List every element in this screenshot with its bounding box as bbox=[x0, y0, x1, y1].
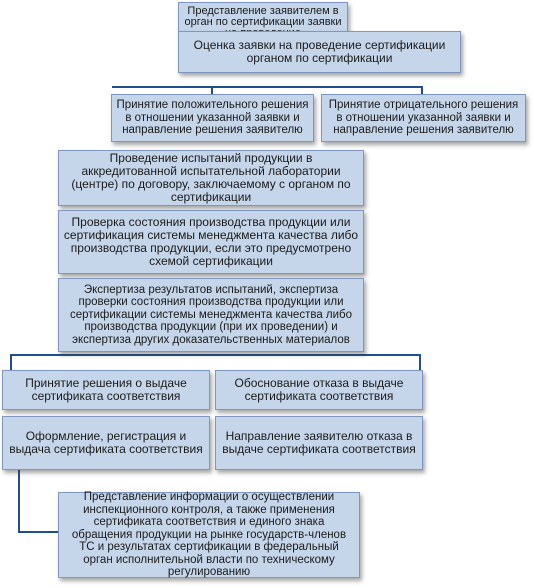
step-negative-decision-text: Принятие отрицательного решения в отношении указанной заявки и направление решения заявителю bbox=[328, 99, 519, 137]
step-production-check bbox=[58, 210, 364, 274]
step-evaluation-text: Оценка заявки на проведение сертификации органом по сертификации bbox=[193, 38, 446, 65]
step-submission bbox=[178, 2, 348, 32]
step-refusal-justification bbox=[215, 370, 423, 410]
step-refusal-notice bbox=[215, 416, 423, 470]
connector bbox=[211, 86, 213, 94]
step-issue-decision bbox=[2, 370, 210, 410]
connector bbox=[112, 86, 422, 88]
step-expertise-text: Экспертиза результатов испытаний, экспертиза проверки состояния производства продукции или сертификации системы менеджмента качества либо производства продукции (при их проведении) и экспертиза других доказательственных материалов bbox=[69, 283, 353, 346]
connector bbox=[10, 354, 420, 356]
connector bbox=[18, 531, 58, 533]
step-positive-decision bbox=[111, 94, 314, 142]
step-registration-text: Оформление, регистрация и выдача сертификата соответствия bbox=[9, 429, 203, 456]
connector bbox=[421, 86, 423, 94]
connector bbox=[10, 354, 12, 370]
step-inspection-info-text: Представление информации о осуществлении инспекционного контроля, а также применения сертификата соответствия и единого знака обращения продукции на рынке государств-членов ТС и результатах сертификации в федеральный орган исполнительной власти по техническому регулированию bbox=[71, 491, 347, 579]
step-submission-text: Представление заявителем в орган по сертификации заявки bbox=[184, 5, 342, 28]
step-testing-text: Проведение испытаний продукции в аккредитованной испытательной лаборатории (центре) по договору, заключаемому с органом по сертификации bbox=[71, 151, 351, 204]
step-evaluation bbox=[178, 31, 461, 73]
step-expertise bbox=[58, 278, 364, 352]
connector bbox=[18, 470, 20, 532]
step-testing bbox=[58, 150, 364, 206]
connector bbox=[419, 354, 421, 370]
step-production-check-text: Проверка состояния производства продукции или сертификация системы менеджмента качества либо производства продукции, если это предусмотрено схемой сертификации bbox=[63, 215, 359, 268]
step-issue-decision-text: Принятие решения о выдаче сертификата соответствия bbox=[25, 376, 187, 403]
step-positive-decision-text: Принятие положительного решения в отношении указанной заявки и направление решения заявителю bbox=[116, 99, 309, 137]
step-refusal-notice-text: Направление заявителю отказа в выдаче сертификата соответствия bbox=[222, 429, 416, 456]
step-inspection-info bbox=[58, 492, 360, 578]
step-refusal-justification-text: Обоснование отказа в выдаче сертификата соответствия bbox=[234, 376, 404, 403]
step-negative-decision bbox=[321, 94, 526, 142]
step-registration bbox=[2, 416, 210, 470]
